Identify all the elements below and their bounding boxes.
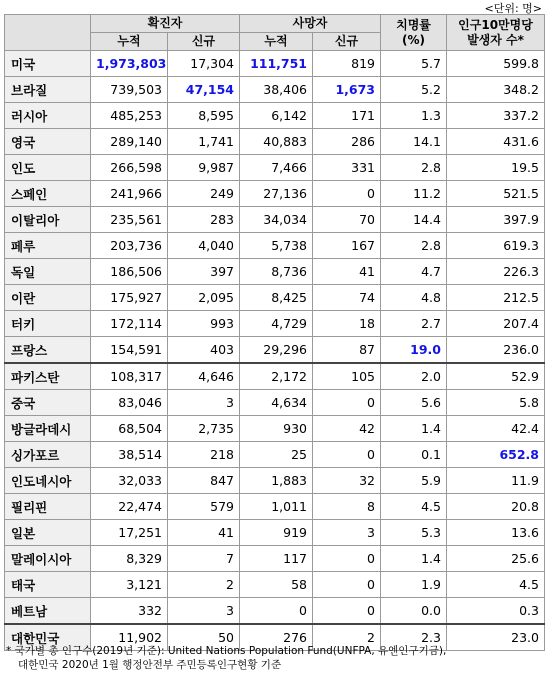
per100k-cell: 25.6 <box>447 546 545 572</box>
deaths-new-cell: 0 <box>313 442 381 468</box>
deaths-cumulative-header: 누적 <box>240 33 313 51</box>
fatality-cell: 14.1 <box>381 129 447 155</box>
table-row <box>5 520 545 546</box>
table-row <box>5 103 545 129</box>
table-row <box>5 181 545 207</box>
deaths-new-cell: 167 <box>313 233 381 259</box>
deaths-cumulative-cell: 0 <box>240 598 313 625</box>
confirmed-new-cell: 2 <box>168 572 240 598</box>
fatality-header <box>381 15 447 51</box>
fatality-cell: 2.0 <box>381 363 447 390</box>
country-cell: 파키스탄 <box>5 363 91 390</box>
confirmed-new-cell: 41 <box>168 520 240 546</box>
confirmed-new-cell: 579 <box>168 494 240 520</box>
table-row <box>5 129 545 155</box>
deaths-cumulative-cell: 2,172 <box>240 363 313 390</box>
per100k-cell: 207.4 <box>447 311 545 337</box>
country-cell: 베트남 <box>5 598 91 625</box>
deaths-new-cell: 819 <box>313 51 381 77</box>
country-cell: 프랑스 <box>5 337 91 364</box>
country-cell: 브라질 <box>5 77 91 103</box>
fatality-cell: 2.3 <box>381 624 447 651</box>
per100k-cell: 0.3 <box>447 598 545 625</box>
deaths-cumulative-cell: 40,883 <box>240 129 313 155</box>
deaths-new-cell: 74 <box>313 285 381 311</box>
country-cell: 이탈리아 <box>5 207 91 233</box>
country-cell: 인도네시아 <box>5 468 91 494</box>
fatality-cell: 1.9 <box>381 572 447 598</box>
confirmed-new-cell: 218 <box>168 442 240 468</box>
fatality-cell: 2.8 <box>381 233 447 259</box>
per100k-cell: 4.5 <box>447 572 545 598</box>
deaths-new-header: 신규 <box>313 33 381 51</box>
deaths-cumulative-cell: 4,634 <box>240 390 313 416</box>
confirmed-new-cell: 1,741 <box>168 129 240 155</box>
fatality-cell: 4.7 <box>381 259 447 285</box>
table-row <box>5 155 545 181</box>
confirmed-cumulative-cell: 186,506 <box>91 259 168 285</box>
table-row <box>5 311 545 337</box>
table-row <box>5 77 545 103</box>
country-cell: 러시아 <box>5 103 91 129</box>
deaths-cumulative-cell: 117 <box>240 546 313 572</box>
per100k-cell: 619.3 <box>447 233 545 259</box>
confirmed-cumulative-cell: 485,253 <box>91 103 168 129</box>
per100k-cell: 348.2 <box>447 77 545 103</box>
confirmed-cumulative-cell: 68,504 <box>91 416 168 442</box>
deaths-new-cell: 0 <box>313 546 381 572</box>
deaths-cumulative-cell: 4,729 <box>240 311 313 337</box>
country-cell: 말레이시아 <box>5 546 91 572</box>
per100k-cell: 19.5 <box>447 155 545 181</box>
fatality-cell: 5.3 <box>381 520 447 546</box>
fatality-cell: 5.7 <box>381 51 447 77</box>
deaths-new-cell: 0 <box>313 390 381 416</box>
deaths-new-cell: 3 <box>313 520 381 546</box>
confirmed-cumulative-cell: 154,591 <box>91 337 168 364</box>
confirmed-cumulative-cell: 241,966 <box>91 181 168 207</box>
confirmed-cumulative-cell: 8,329 <box>91 546 168 572</box>
per100k-cell: 236.0 <box>447 337 545 364</box>
confirmed-new-cell: 3 <box>168 390 240 416</box>
deaths-new-cell: 286 <box>313 129 381 155</box>
deaths-cumulative-cell: 919 <box>240 520 313 546</box>
confirmed-cumulative-cell: 38,514 <box>91 442 168 468</box>
country-cell: 필리핀 <box>5 494 91 520</box>
confirmed-new-cell: 2,735 <box>168 416 240 442</box>
country-cell: 스페인 <box>5 181 91 207</box>
confirmed-new-cell: 993 <box>168 311 240 337</box>
deaths-new-cell: 105 <box>313 363 381 390</box>
deaths-cumulative-cell: 111,751 <box>240 51 313 77</box>
deaths-cumulative-cell: 38,406 <box>240 77 313 103</box>
deaths-cumulative-cell: 8,736 <box>240 259 313 285</box>
fatality-cell: 0.0 <box>381 598 447 625</box>
deaths-cumulative-cell: 29,296 <box>240 337 313 364</box>
deaths-new-cell: 41 <box>313 259 381 285</box>
confirmed-cumulative-cell: 289,140 <box>91 129 168 155</box>
deaths-cumulative-cell: 25 <box>240 442 313 468</box>
per100k-cell: 13.6 <box>447 520 545 546</box>
confirmed-new-cell: 2,095 <box>168 285 240 311</box>
covid-stats-table <box>4 14 545 651</box>
confirmed-new-cell: 17,304 <box>168 51 240 77</box>
fatality-cell: 19.0 <box>381 337 447 364</box>
deaths-cumulative-cell: 7,466 <box>240 155 313 181</box>
fatality-cell: 4.8 <box>381 285 447 311</box>
country-cell: 이란 <box>5 285 91 311</box>
deaths-cumulative-cell: 6,142 <box>240 103 313 129</box>
deaths-new-cell: 18 <box>313 311 381 337</box>
per100k-cell: 431.6 <box>447 129 545 155</box>
country-cell: 중국 <box>5 390 91 416</box>
fatality-label: 치명률 <box>396 17 431 32</box>
fatality-cell: 1.4 <box>381 546 447 572</box>
confirmed-new-cell: 249 <box>168 181 240 207</box>
fatality-cell: 1.3 <box>381 103 447 129</box>
country-cell: 미국 <box>5 51 91 77</box>
fatality-cell: 11.2 <box>381 181 447 207</box>
confirmed-cumulative-cell: 332 <box>91 598 168 625</box>
confirmed-new-header: 신규 <box>168 33 240 51</box>
table-row <box>5 51 545 77</box>
table-row <box>5 207 545 233</box>
deaths-new-cell: 32 <box>313 468 381 494</box>
deaths-cumulative-cell: 27,136 <box>240 181 313 207</box>
table-row <box>5 572 545 598</box>
country-cell: 페루 <box>5 233 91 259</box>
confirmed-header: 확진자 <box>91 15 240 33</box>
fatality-cell: 5.2 <box>381 77 447 103</box>
confirmed-cumulative-cell: 11,902 <box>91 624 168 651</box>
deaths-cumulative-cell: 8,425 <box>240 285 313 311</box>
deaths-new-cell: 2 <box>313 624 381 651</box>
footnote <box>6 644 446 672</box>
confirmed-cumulative-cell: 17,251 <box>91 520 168 546</box>
country-cell: 터키 <box>5 311 91 337</box>
deaths-cumulative-cell: 1,883 <box>240 468 313 494</box>
per100k-header: 인구10만명당 발생자 수* <box>447 15 545 51</box>
unit-label: <단위: 명> <box>484 2 542 15</box>
deaths-new-cell: 8 <box>313 494 381 520</box>
confirmed-cumulative-cell: 235,561 <box>91 207 168 233</box>
table-row <box>5 233 545 259</box>
table-row <box>5 259 545 285</box>
confirmed-new-cell: 47,154 <box>168 77 240 103</box>
per100k-cell: 226.3 <box>447 259 545 285</box>
deaths-new-cell: 1,673 <box>313 77 381 103</box>
table-row <box>5 363 545 390</box>
confirmed-new-cell: 403 <box>168 337 240 364</box>
footnote-line-1: * 국가별 총 인구수(2019년 기준): United Nations Population Fund(UNFPA, 유엔인구기금), <box>6 645 447 657</box>
per100k-cell: 337.2 <box>447 103 545 129</box>
footnote-line-2: 대한민국 2020년 1월 행정안전부 주민등록인구현황 기준 <box>18 659 282 671</box>
confirmed-cumulative-cell: 266,598 <box>91 155 168 181</box>
fatality-cell: 2.7 <box>381 311 447 337</box>
confirmed-cumulative-cell: 3,121 <box>91 572 168 598</box>
confirmed-new-cell: 7 <box>168 546 240 572</box>
deaths-new-cell: 42 <box>313 416 381 442</box>
confirmed-cumulative-cell: 739,503 <box>91 77 168 103</box>
table-row <box>5 546 545 572</box>
country-header <box>5 15 91 51</box>
confirmed-cumulative-cell: 108,317 <box>91 363 168 390</box>
per100k-cell: 652.8 <box>447 442 545 468</box>
confirmed-cumulative-cell: 175,927 <box>91 285 168 311</box>
per100k-cell: 11.9 <box>447 468 545 494</box>
per100k-cell: 20.8 <box>447 494 545 520</box>
deaths-new-cell: 0 <box>313 572 381 598</box>
country-cell: 일본 <box>5 520 91 546</box>
country-cell: 태국 <box>5 572 91 598</box>
per100k-cell: 23.0 <box>447 624 545 651</box>
deaths-cumulative-cell: 34,034 <box>240 207 313 233</box>
confirmed-new-cell: 3 <box>168 598 240 625</box>
confirmed-cumulative-header: 누적 <box>91 33 168 51</box>
per100k-cell: 42.4 <box>447 416 545 442</box>
deaths-cumulative-cell: 1,011 <box>240 494 313 520</box>
confirmed-cumulative-cell: 32,033 <box>91 468 168 494</box>
confirmed-cumulative-cell: 83,046 <box>91 390 168 416</box>
deaths-new-cell: 171 <box>313 103 381 129</box>
deaths-cumulative-cell: 58 <box>240 572 313 598</box>
country-cell: 독일 <box>5 259 91 285</box>
table-row <box>5 285 545 311</box>
confirmed-new-cell: 397 <box>168 259 240 285</box>
fatality-cell: 14.4 <box>381 207 447 233</box>
country-cell: 영국 <box>5 129 91 155</box>
deaths-cumulative-cell: 930 <box>240 416 313 442</box>
table-row <box>5 442 545 468</box>
deaths-new-cell: 331 <box>313 155 381 181</box>
fatality-cell: 0.1 <box>381 442 447 468</box>
fatality-unit: (%) <box>402 32 425 47</box>
confirmed-new-cell: 847 <box>168 468 240 494</box>
confirmed-new-cell: 8,595 <box>168 103 240 129</box>
confirmed-cumulative-cell: 172,114 <box>91 311 168 337</box>
confirmed-cumulative-cell: 203,736 <box>91 233 168 259</box>
deaths-cumulative-cell: 276 <box>240 624 313 651</box>
fatality-cell: 5.6 <box>381 390 447 416</box>
fatality-cell: 1.4 <box>381 416 447 442</box>
per100k-cell: 52.9 <box>447 363 545 390</box>
country-cell: 인도 <box>5 155 91 181</box>
table-row <box>5 416 545 442</box>
fatality-cell: 5.9 <box>381 468 447 494</box>
country-cell: 대한민국 <box>5 624 91 651</box>
table-row <box>5 494 545 520</box>
per100k-cell: 212.5 <box>447 285 545 311</box>
table-row <box>5 598 545 625</box>
confirmed-new-cell: 50 <box>168 624 240 651</box>
deaths-new-cell: 70 <box>313 207 381 233</box>
deaths-header: 사망자 <box>240 15 381 33</box>
table-row <box>5 337 545 364</box>
deaths-new-cell: 0 <box>313 181 381 207</box>
deaths-new-cell: 87 <box>313 337 381 364</box>
table-row <box>5 390 545 416</box>
table-row <box>5 468 545 494</box>
confirmed-cumulative-cell: 22,474 <box>91 494 168 520</box>
per100k-cell: 397.9 <box>447 207 545 233</box>
confirmed-new-cell: 4,646 <box>168 363 240 390</box>
per100k-cell: 5.8 <box>447 390 545 416</box>
confirmed-new-cell: 9,987 <box>168 155 240 181</box>
country-cell: 방글라데시 <box>5 416 91 442</box>
fatality-cell: 4.5 <box>381 494 447 520</box>
fatality-cell: 2.8 <box>381 155 447 181</box>
per100k-cell: 521.5 <box>447 181 545 207</box>
per100k-cell: 599.8 <box>447 51 545 77</box>
confirmed-new-cell: 283 <box>168 207 240 233</box>
table-body <box>5 51 545 651</box>
deaths-cumulative-cell: 5,738 <box>240 233 313 259</box>
confirmed-new-cell: 4,040 <box>168 233 240 259</box>
deaths-new-cell: 0 <box>313 598 381 625</box>
country-cell: 싱가포르 <box>5 442 91 468</box>
confirmed-cumulative-cell: 1,973,803 <box>91 51 168 77</box>
